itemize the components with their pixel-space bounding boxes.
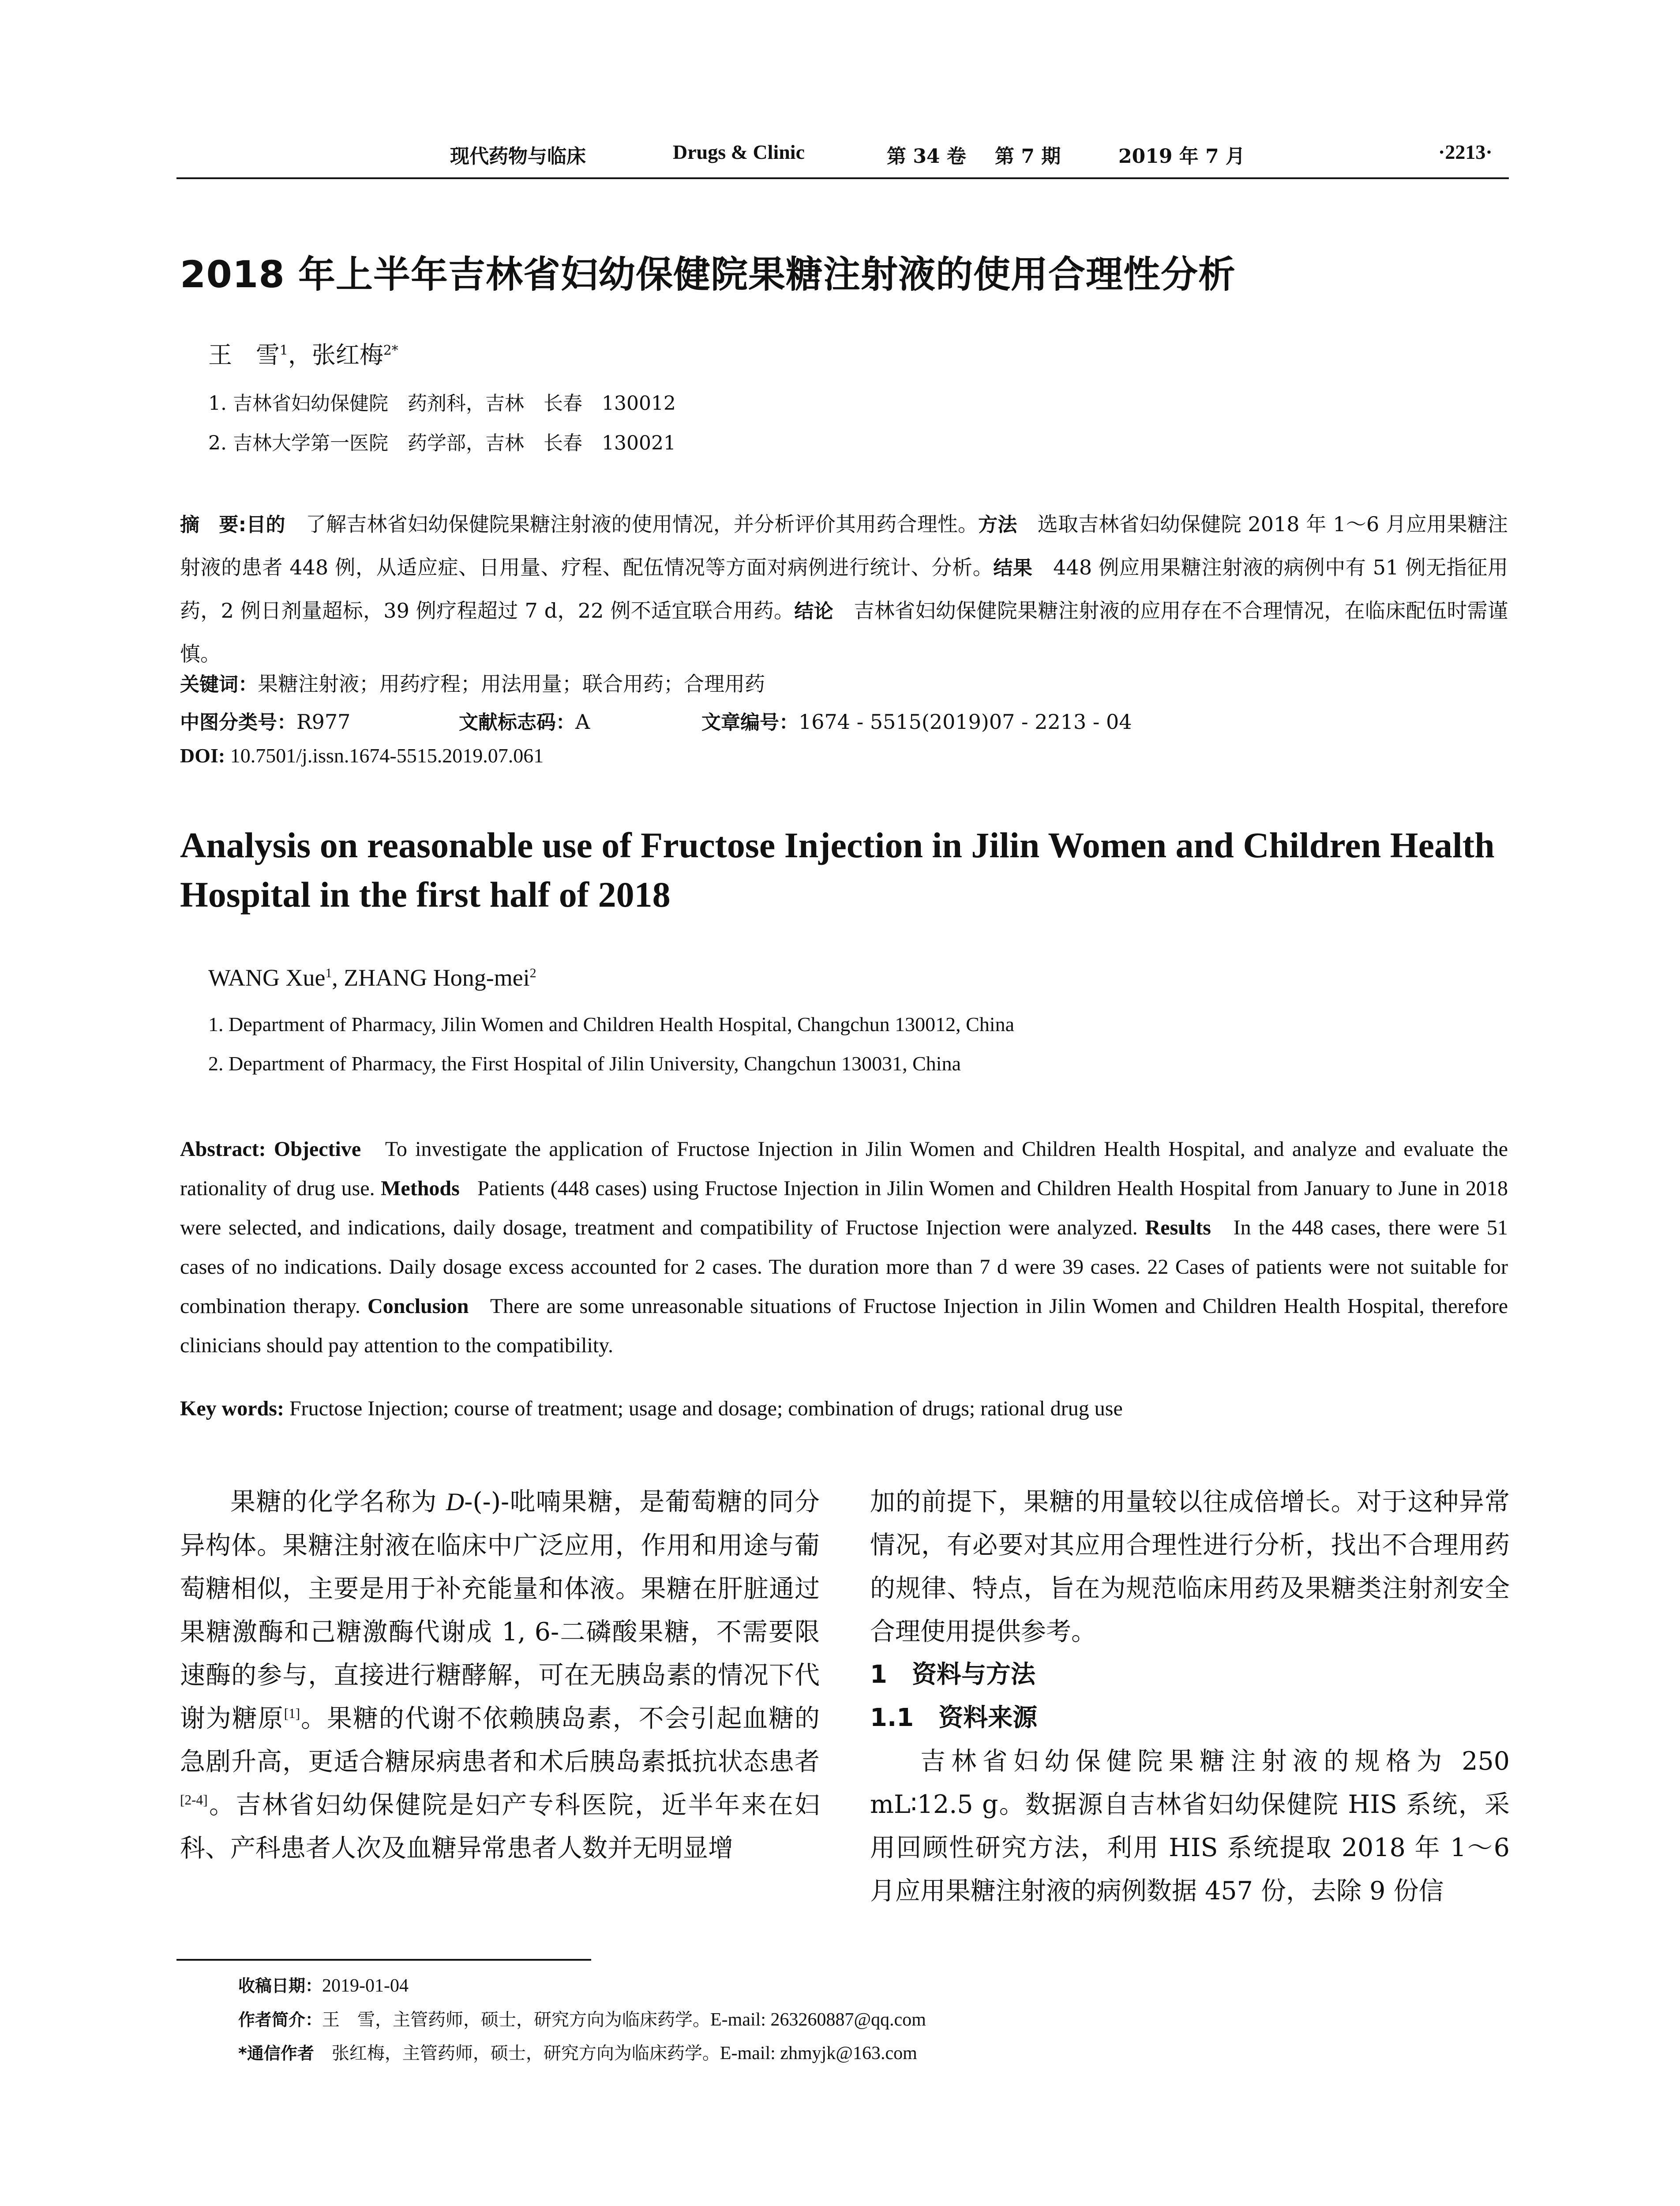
title-en: Analysis on reasonable use of Fructose Injection in Jilin Women and Children Health Hospital in the first half of 2018 xyxy=(180,825,1495,915)
author-bio: 王 雪，主管药师，硕士，研究方向为临床药学。 xyxy=(322,2010,711,2030)
results-text: 448 例应用果糖注射液的病例中有 51 例无指征用药，2 例日剂量超标，39 例疗程超过 7 d，22 例不适宜联合用药。 xyxy=(180,555,1508,623)
author-en-1-name: WANG Xue xyxy=(208,964,326,991)
doi-label: DOI: xyxy=(180,744,225,767)
doc-value: A xyxy=(575,710,590,734)
methods-label: 方法 xyxy=(978,514,1017,536)
objective-en-text: To investigate the application of Fructose Injection in Jilin Women and Children Health Hospital, and analyze and evaluate the rationality of drug use. xyxy=(180,1137,1508,1200)
author-1-sup: 1 xyxy=(280,343,288,358)
running-header xyxy=(176,140,1509,176)
abstract-en-label: Abstract: xyxy=(180,1137,266,1161)
author-en-2-sup: 2 xyxy=(529,966,536,980)
corresponding-label: *通信作者 xyxy=(238,2044,314,2063)
affiliation-en-2: 2. Department of Pharmacy, the First Hospital of Jilin University, Changchun 130031, China xyxy=(208,1052,961,1075)
received-date: 2019-01-04 xyxy=(322,1976,409,1996)
results-en-text: In the 448 cases, there were 51 cases of no indications. Daily dosage excess accounted for 2 cases. The duration more than 7 d were 39 cases. 22 Cases of patients were not suitable for combination therapy. xyxy=(180,1216,1508,1318)
affiliation-cn-2: 2. 吉林大学第一医院 药学部，吉林 长春 130021 xyxy=(208,432,676,454)
methods-en-text: Patients (448 cases) using Fructose Injection in Jilin Women and Children Health Hospital from January to June in 2018 were selected, and indications, daily dosage, treatment and compatibility of Fructose Injection were analyzed. xyxy=(180,1177,1508,1239)
author-en-separator: , xyxy=(332,964,344,991)
clc-value: R977 xyxy=(296,710,351,734)
received-label: 收稿日期： xyxy=(238,1976,322,1996)
affiliation-cn-1: 1. 吉林省妇幼保健院 药剂科，吉林 长春 130012 xyxy=(208,392,676,415)
conclusion-en-label: Conclusion xyxy=(368,1294,469,1318)
header-rule xyxy=(176,177,1509,179)
body-text: 果糖的化学名称为 xyxy=(230,1487,446,1516)
methods-text: 选取吉林省妇幼保健院 2018 年 1～6 月应用果糖注射液的患者 448 例，从适应症、日用量、疗程、配伍情况等方面对病例进行统计、分析。 xyxy=(180,512,1508,579)
doc-label: 文献标志码： xyxy=(459,711,575,734)
body-text: 。吉林省妇幼保健院是妇产专科医院，近半年来在妇科、产科患者人次及血糖异常患者人数并无明显增 xyxy=(180,1790,820,1863)
volume: 第 34 卷 xyxy=(887,145,966,168)
author-bio-label: 作者简介： xyxy=(238,2010,322,2030)
authors-cn xyxy=(208,336,398,370)
conclusion-en-text: There are some unreasonable situations of Fructose Injection in Jilin Women and Children Health Hospital, therefore clinicians should pay attention to the compatibility. xyxy=(180,1294,1508,1357)
doc-code xyxy=(459,706,590,735)
conclusion-label: 结论 xyxy=(794,600,834,623)
keywords-en-text: Fructose Injection; course of treatment; usage and dosage; combination of drugs; rational drug use xyxy=(289,1397,1123,1420)
citation-ref: [2-4] xyxy=(180,1792,208,1808)
section-heading-1: 1 资料与方法 xyxy=(870,1660,1035,1689)
body-column-right xyxy=(870,1480,1510,1913)
article-label: 文章编号： xyxy=(701,711,799,734)
body-paragraph-1 xyxy=(180,1480,820,1870)
corresponding-email: E-mail: zhmyjk@163.com xyxy=(720,2043,917,2063)
body-italic: D xyxy=(446,1488,465,1516)
doi xyxy=(180,744,544,767)
issue: 第 7 期 xyxy=(995,145,1061,168)
body-paragraph-3: 吉林省妇幼保健院果糖注射液的规格为 250 mL∶12.5 g。数据源自吉林省妇幼保健院 HIS 系统，采用回顾性研究方法，利用 HIS 系统提取 2018 年 1～6 月应用果糖注射液的病例数据 457 份，去除 9 份信 xyxy=(870,1747,1510,1906)
abstract-en xyxy=(180,1129,1508,1365)
keywords-cn xyxy=(180,668,765,697)
corresponding-bio: 张红梅，主管药师，硕士，研究方向为临床药学。 xyxy=(331,2043,720,2063)
page-number: ·2213· xyxy=(1438,141,1492,163)
keywords-en-label: Key words: xyxy=(180,1397,284,1420)
issue-date: 2019 年 7 月 xyxy=(1118,145,1245,168)
keywords-cn-label: 关键词： xyxy=(180,673,258,696)
author-2-name: 张红梅 xyxy=(311,341,383,369)
title-cn: 2018 年上半年吉林省妇幼保健院果糖注射液的使用合理性分析 xyxy=(180,253,1236,296)
clc-label: 中图分类号： xyxy=(180,711,296,734)
objective-label: 目的 xyxy=(246,514,285,536)
journal-name-en: Drugs & Clinic xyxy=(673,141,805,163)
abstract-cn-label: 摘 要: xyxy=(180,514,247,536)
journal-name-cn: 现代药物与临床 xyxy=(450,145,586,168)
body-text: 。果糖的代谢不依赖胰岛素，不会引起血糖的急剧升高，更适合糖尿病患者和术后胰岛素抵抗状态患者 xyxy=(180,1704,820,1776)
footnote-corresponding xyxy=(238,2039,917,2064)
methods-en-label: Methods xyxy=(381,1177,460,1200)
keywords-cn-text: 果糖注射液；用药疗程；用法用量；联合用药；合理用药 xyxy=(258,672,765,696)
author-separator: ， xyxy=(288,341,312,369)
author-en-2-name: ZHANG Hong-mei xyxy=(344,964,530,991)
objective-text: 了解吉林省妇幼保健院果糖注射液的使用情况，并分析评价其用药合理性。 xyxy=(305,512,979,536)
section-heading-1-1: 1.1 资料来源 xyxy=(870,1703,1038,1732)
abstract-cn xyxy=(180,503,1508,675)
objective-en-label: Objective xyxy=(274,1137,361,1161)
doi-value: 10.7501/j.issn.1674-5515.2019.07.061 xyxy=(230,744,544,767)
body-column-left xyxy=(180,1480,820,1870)
body-paragraph-2: 加的前提下，果糖的用量较以往成倍增长。对于这种异常情况，有必要对其应用合理性进行分析，找出不合理用药的规律、特点，旨在为规范临床用药及果糖类注射剂安全合理使用提供参考。 xyxy=(870,1487,1510,1646)
body-text: -(-)-吡喃果糖，是葡萄糖的同分异构体。果糖注射液在临床中广泛应用，作用和用途与葡萄糖相似，主要是用于补充能量和体液。果糖在肝脏通过果糖激酶和己糖激酶代谢成 1, 6-二磷酸果糖，不需要限速酶的参与，直接进行糖酵解，可在无胰岛素的情况下代谢为糖原 xyxy=(180,1487,820,1733)
author-2-sup: 2* xyxy=(383,343,398,358)
author-1-name: 王 雪 xyxy=(208,341,280,369)
footnote-rule xyxy=(176,1959,591,1961)
authors-en xyxy=(208,964,536,991)
citation-ref: [1] xyxy=(284,1706,300,1721)
results-label: 结果 xyxy=(993,557,1033,579)
affiliation-en-1: 1. Department of Pharmacy, Jilin Women and Children Health Hospital, Changchun 130012, China xyxy=(208,1013,1015,1035)
classification-line xyxy=(180,706,350,735)
keywords-en xyxy=(180,1396,1123,1421)
author-email: E-mail: 263260887@qq.com xyxy=(710,2010,926,2030)
results-en-label: Results xyxy=(1145,1216,1211,1239)
author-en-1-sup: 1 xyxy=(325,966,332,980)
conclusion-text: 吉林省妇幼保健院果糖注射液的应用存在不合理情况，在临床配伍时需谨慎。 xyxy=(180,599,1508,666)
article-number xyxy=(701,706,1132,735)
article-value: 1674 - 5515(2019)07 - 2213 - 04 xyxy=(799,710,1132,734)
footnote-author xyxy=(238,2006,926,2031)
footnote-received xyxy=(238,1972,409,1996)
